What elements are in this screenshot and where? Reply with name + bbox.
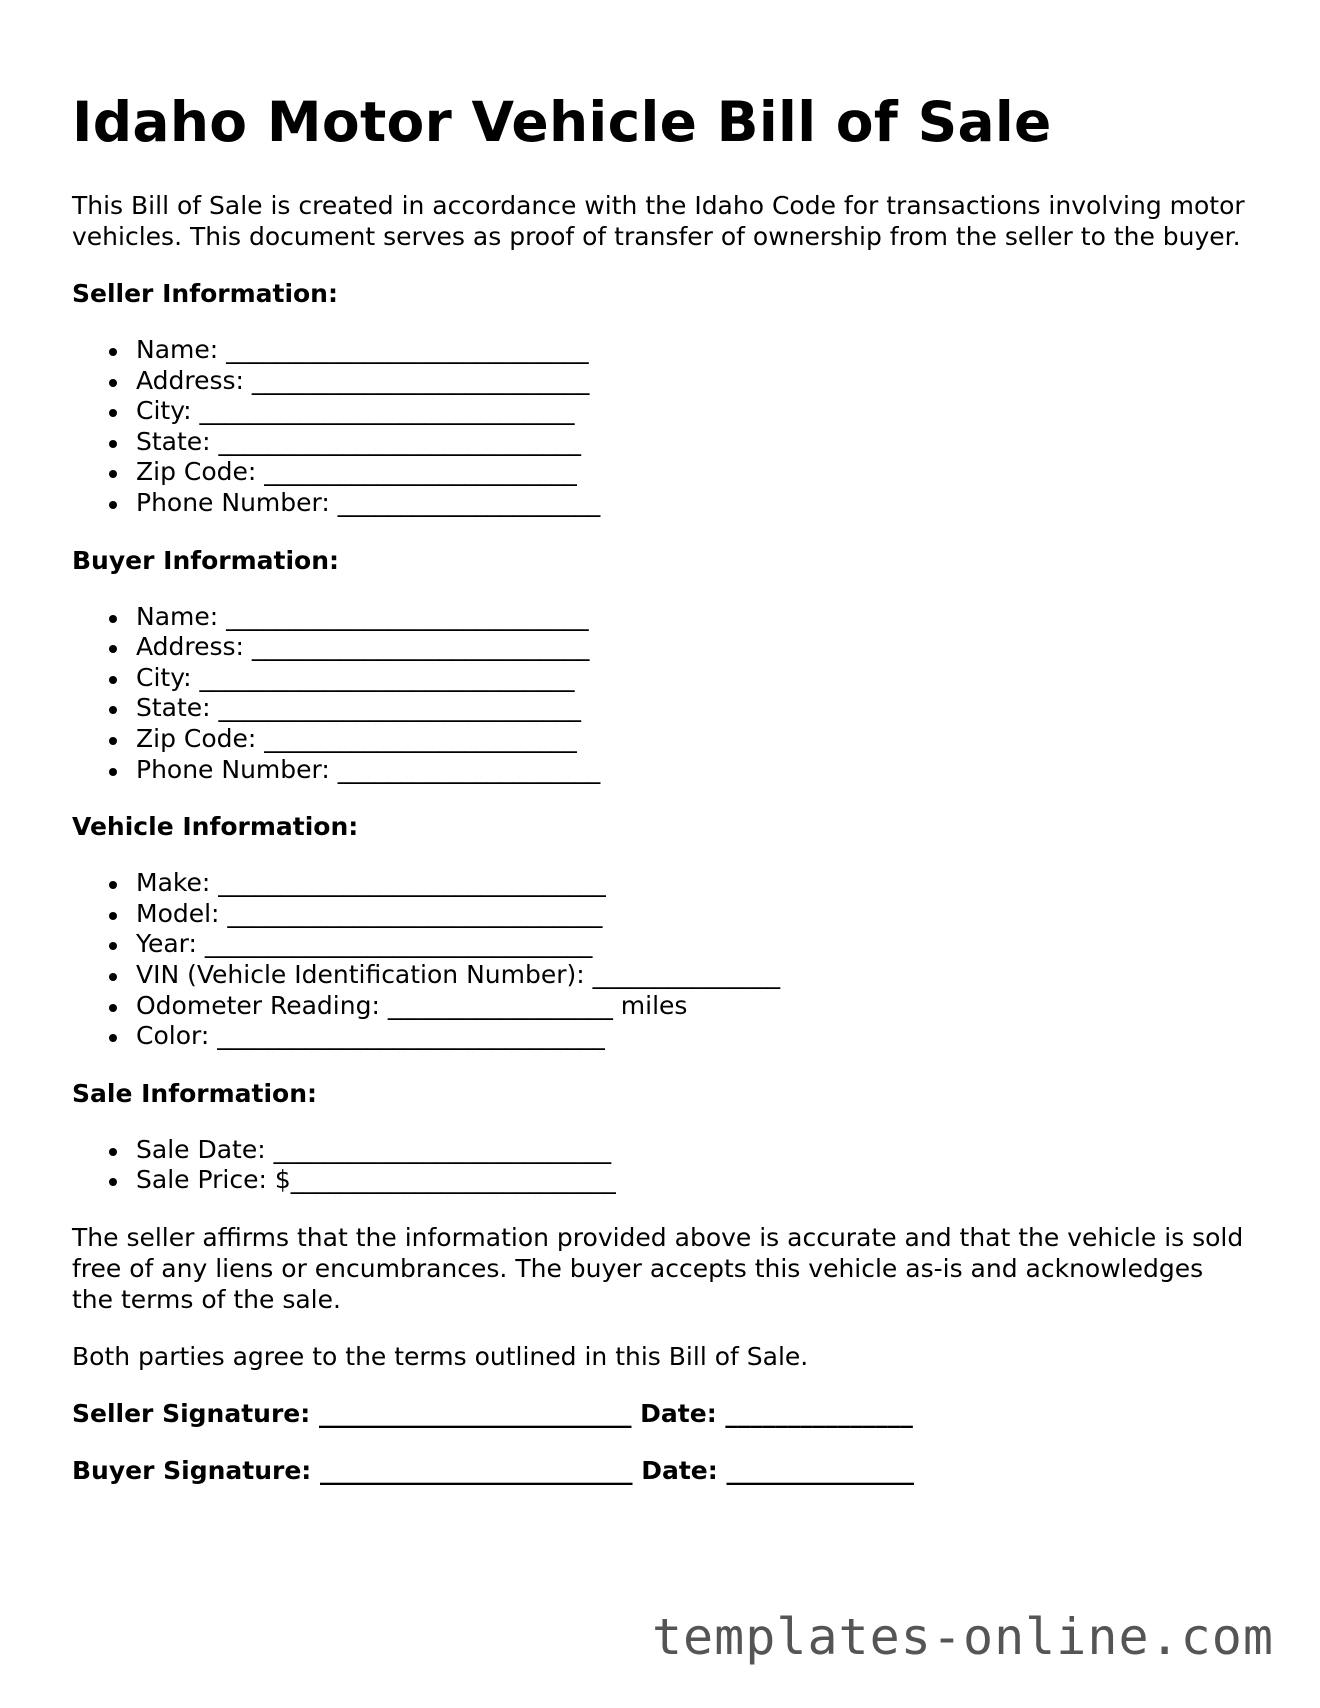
buyer-name-field: Name: _____________________________ bbox=[136, 602, 1252, 633]
vehicle-fields bbox=[72, 868, 1252, 1052]
seller-fields bbox=[72, 335, 1252, 519]
agreement-paragraph: Both parties agree to the terms outlined in this Bill of Sale. bbox=[72, 1341, 809, 1371]
buyer-city-field: City: ______________________________ bbox=[136, 663, 1252, 694]
intro-paragraph: This Bill of Sale is created in accordance with the Idaho Code for transactions involving motor vehicles. This document serves as proof of transfer of ownership from the seller to the buyer. bbox=[72, 191, 1245, 251]
watermark: templates-online.com bbox=[651, 1608, 1274, 1666]
seller-zip-field: Zip Code: _________________________ bbox=[136, 457, 1252, 488]
sale-fields bbox=[72, 1135, 1252, 1196]
vehicle-model-field: Model: ______________________________ bbox=[136, 899, 1252, 930]
sale-date-field: Sale Date: ___________________________ bbox=[136, 1135, 1252, 1166]
buyer-signature-line: Buyer Signature: _________________________ Date: _______________ bbox=[72, 1455, 914, 1485]
vehicle-make-field: Make: _______________________________ bbox=[136, 868, 1252, 899]
page-title: Idaho Motor Vehicle Bill of Sale bbox=[72, 90, 1052, 154]
vehicle-year-field: Year: _______________________________ bbox=[136, 929, 1252, 960]
vehicle-color-field: Color: _______________________________ bbox=[136, 1021, 1252, 1052]
buyer-zip-field: Zip Code: _________________________ bbox=[136, 724, 1252, 755]
sale-heading: Sale Information: bbox=[72, 1078, 317, 1108]
sale-price-field: Sale Price: $__________________________ bbox=[136, 1165, 1252, 1196]
seller-phone-field: Phone Number: _____________________ bbox=[136, 488, 1252, 519]
buyer-address-field: Address: ___________________________ bbox=[136, 632, 1252, 663]
vehicle-odometer-field: Odometer Reading: __________________ miles bbox=[136, 991, 1252, 1022]
seller-address-field: Address: ___________________________ bbox=[136, 366, 1252, 397]
seller-signature-line: Seller Signature: _________________________ Date: _______________ bbox=[72, 1398, 913, 1428]
seller-city-field: City: ______________________________ bbox=[136, 396, 1252, 427]
seller-heading: Seller Information: bbox=[72, 279, 338, 308]
buyer-state-field: State: _____________________________ bbox=[136, 693, 1252, 724]
seller-state-field: State: _____________________________ bbox=[136, 427, 1252, 458]
vehicle-vin-field: VIN (Vehicle Identification Number): _______________ bbox=[136, 960, 1252, 991]
buyer-heading: Buyer Information: bbox=[72, 545, 340, 575]
affirmation-paragraph: The seller affirms that the information provided above is accurate and that the vehicle is sold free of any liens or encumbrances. The buyer accepts this vehicle as-is and acknowledges the terms of the sale. bbox=[72, 1222, 1244, 1314]
buyer-fields bbox=[72, 602, 1252, 786]
document-page bbox=[72, 84, 1252, 1486]
vehicle-heading: Vehicle Information: bbox=[72, 812, 359, 842]
buyer-phone-field: Phone Number: _____________________ bbox=[136, 755, 1252, 786]
seller-name-field: Name: _____________________________ bbox=[136, 335, 1252, 366]
